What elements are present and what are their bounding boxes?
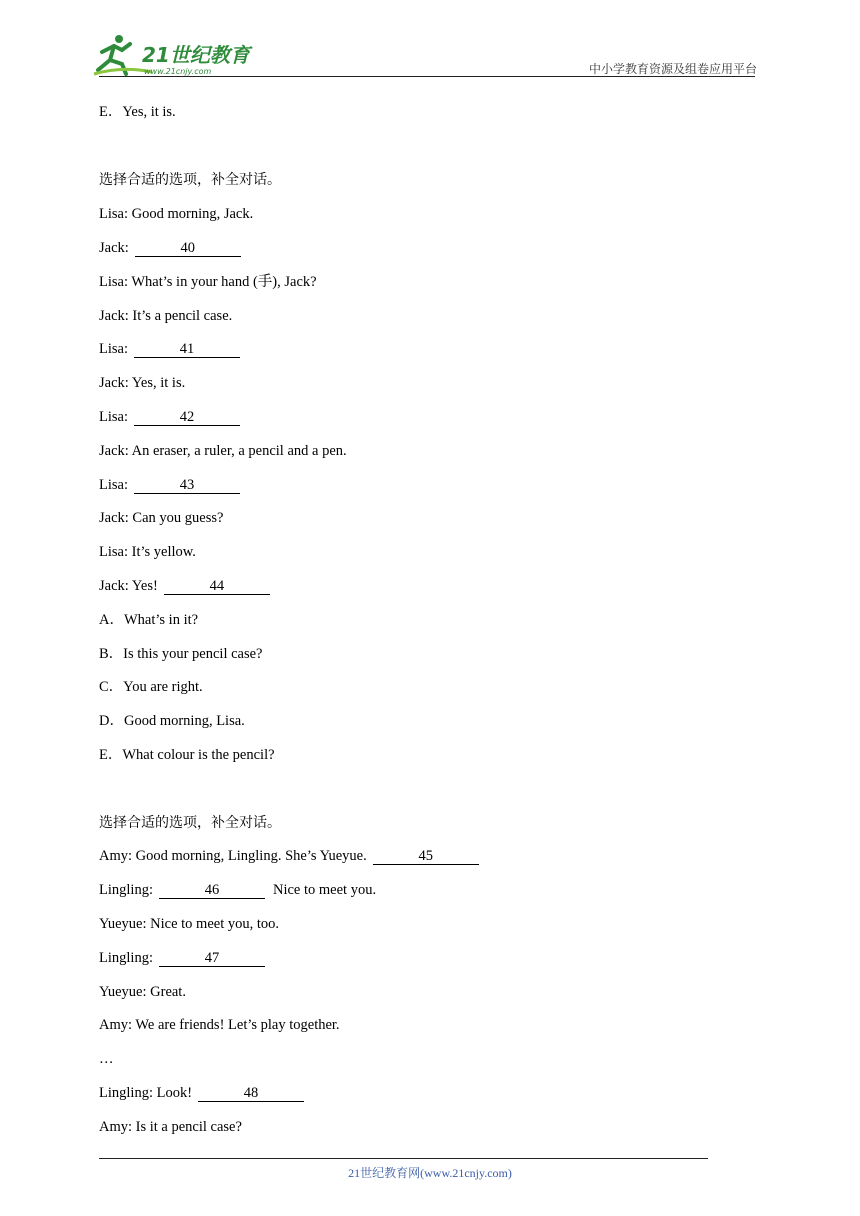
footer-source: 21世纪教育网(www.21cnjy.com) bbox=[348, 1166, 512, 1180]
dialogue-line-blank bbox=[99, 238, 241, 258]
page-header bbox=[0, 0, 860, 80]
dialogue-line-blank bbox=[99, 576, 270, 596]
document-line: Jack: An eraser, a ruler, a pencil and a pen. bbox=[99, 443, 347, 459]
dialogue-speaker-text: Jack: Yes! bbox=[99, 578, 158, 594]
answer-blank-45: 45 bbox=[373, 848, 479, 865]
document-line: Jack: It’s a pencil case. bbox=[99, 308, 233, 324]
document-line: Lisa: What’s in your hand (手), Jack? bbox=[99, 274, 317, 290]
dialogue-speaker-text: Lisa: bbox=[99, 477, 128, 493]
document-line: Yueyue: Great. bbox=[99, 984, 186, 1000]
dialogue-after-blank-text: Nice to meet you. bbox=[272, 882, 377, 898]
document-line: B．Is this your pencil case? bbox=[99, 646, 263, 662]
document-line: Jack: Can you guess? bbox=[99, 510, 224, 526]
dialogue-line-blank bbox=[99, 880, 376, 900]
answer-blank-41: 41 bbox=[134, 341, 240, 358]
answer-blank-43: 43 bbox=[134, 477, 240, 494]
document-line: D．Good morning, Lisa. bbox=[99, 713, 245, 729]
logo-21cnjy bbox=[92, 30, 262, 80]
dialogue-line-blank bbox=[99, 948, 265, 968]
document-line: Amy: We are friends! Let’s play together. bbox=[99, 1017, 340, 1033]
dialogue-speaker-text: Lingling: bbox=[99, 882, 153, 898]
answer-blank-48: 48 bbox=[198, 1085, 304, 1102]
dialogue-line-blank bbox=[99, 1083, 304, 1103]
document-line: C．You are right. bbox=[99, 679, 203, 695]
document-line: A．What’s in it? bbox=[99, 612, 199, 628]
section-instruction: 选择合适的选项，补全对话。 bbox=[99, 815, 281, 831]
dialogue-line-blank bbox=[99, 407, 240, 427]
answer-blank-40: 40 bbox=[135, 240, 241, 257]
document-line: Amy: Is it a pencil case? bbox=[99, 1119, 242, 1135]
dialogue-speaker-text: Lingling: Look! bbox=[99, 1085, 193, 1101]
document-line: Jack: Yes, it is. bbox=[99, 375, 186, 391]
dialogue-line-blank bbox=[99, 846, 479, 866]
dialogue-speaker-text: Lisa: bbox=[99, 409, 128, 425]
dialogue-speaker-text: Amy: Good morning, Lingling. She’s Yueyue. bbox=[99, 848, 367, 864]
footer-divider bbox=[99, 1158, 708, 1159]
document-line: Lisa: It’s yellow. bbox=[99, 544, 196, 560]
dialogue-speaker-text: Jack: bbox=[99, 240, 129, 256]
dialogue-line-blank bbox=[99, 475, 240, 495]
section-instruction: 选择合适的选项，补全对话。 bbox=[99, 172, 281, 188]
dialogue-speaker-text: Lisa: bbox=[99, 341, 128, 357]
svg-text:21世纪教育: 21世纪教育 bbox=[142, 43, 250, 67]
header-divider bbox=[99, 76, 755, 77]
dialogue-line-blank bbox=[99, 339, 240, 359]
answer-blank-46: 46 bbox=[159, 882, 265, 899]
answer-blank-44: 44 bbox=[164, 578, 270, 595]
dialogue-speaker-text: Lingling: bbox=[99, 950, 153, 966]
document-line: E．Yes, it is. bbox=[99, 104, 176, 120]
document-line: … bbox=[99, 1051, 114, 1067]
document-line: Yueyue: Nice to meet you, too. bbox=[99, 916, 279, 932]
document-line: E．What colour is the pencil? bbox=[99, 747, 275, 763]
answer-blank-47: 47 bbox=[159, 950, 265, 967]
document-line: Lisa: Good morning, Jack. bbox=[99, 206, 254, 222]
answer-blank-42: 42 bbox=[134, 409, 240, 426]
header-platform-name: 中小学教育资源及组卷应用平台 bbox=[588, 62, 757, 76]
svg-text:www.21cnjy.com: www.21cnjy.com bbox=[144, 67, 212, 76]
